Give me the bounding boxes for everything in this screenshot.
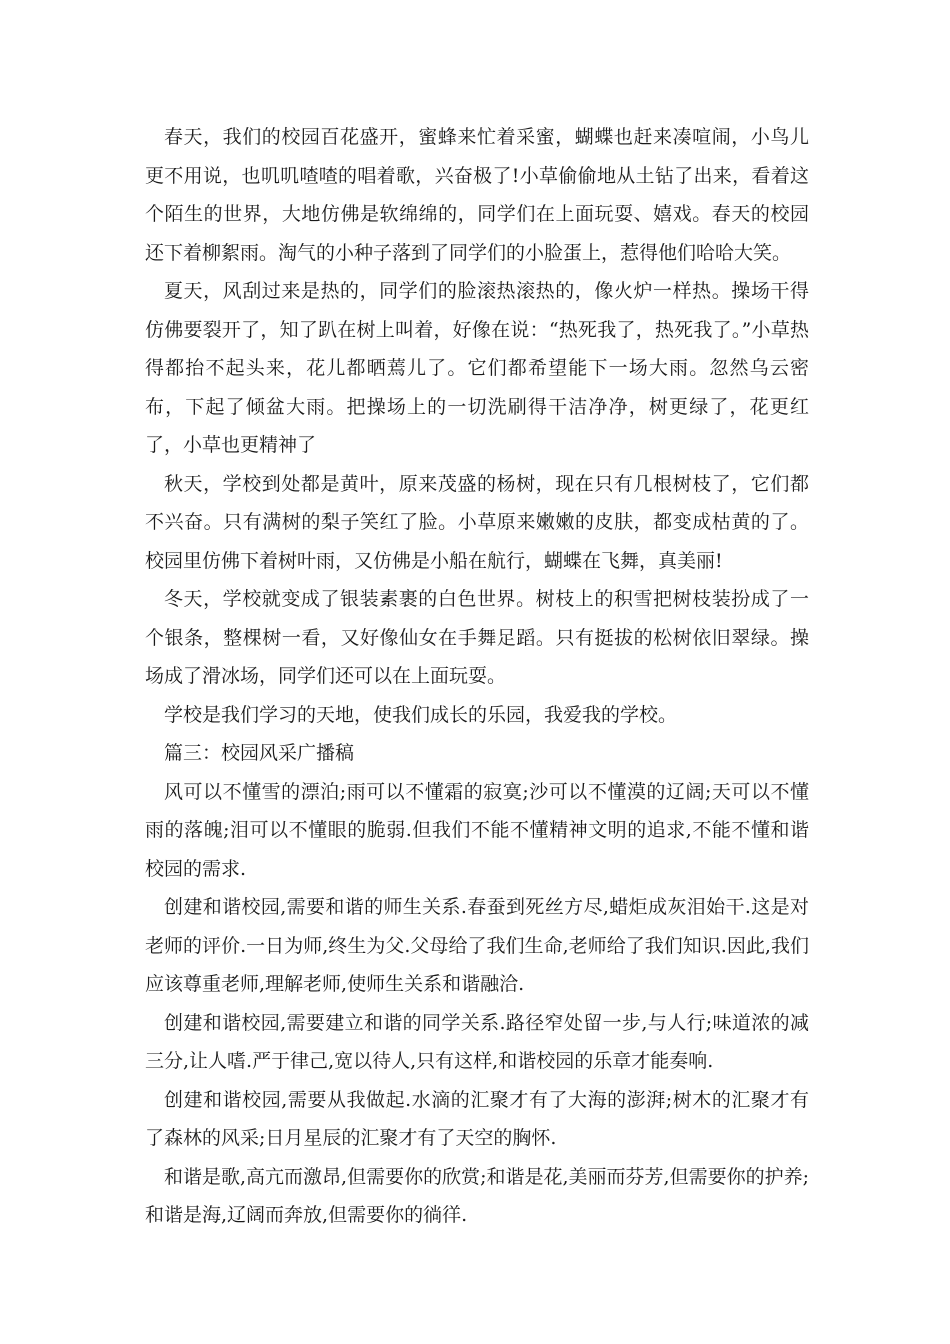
paragraph-summer: 夏天，风刮过来是热的，同学们的脸滚热滚热的，像火炉一样热。操场干得仿佛要裂开了，知了趴在树上叫着，好像在说：“热死我了，热死我了。”小草热得都抬不起头来，花儿都晒蔫儿了。它们都希望能下一场大雨。忽然乌云密布，下起了倾盆大雨。把操场上的一切洗刷得干洁净净，树更绿了，花更红了，小草也更精神了 bbox=[145, 280, 809, 456]
paragraph-winter: 冬天，学校就变成了银装素裹的白色世界。树枝上的积雪把树枝装扮成了一个银条，整棵树一看，又好像仙女在手舞足蹈。只有挺拔的松树依旧翠绿。操场成了滑冰场，同学们还可以在上面玩耍。 bbox=[145, 588, 809, 687]
paragraph-start-with-me: 创建和谐校园,需要从我做起.水滴的汇聚才有了大海的澎湃;树木的汇聚才有了森林的风采;日月星辰的汇聚才有了天空的胸怀. bbox=[145, 1088, 809, 1149]
paragraph-spring: 春天，我们的校园百花盛开，蜜蜂来忙着采蜜，蝴蝶也赶来凑喧闹，小鸟儿更不用说，也叽叽喳喳的唱着歌，兴奋极了!小草偷偷地从土钻了出来，看着这个陌生的世界，大地仿佛是软绵绵的，同学们在上面玩耍、嬉戏。春天的校园还下着柳絮雨。淘气的小种子落到了同学们的小脸蛋上，惹得他们哈哈大笑。 bbox=[145, 126, 809, 264]
paragraph-conclusion: 学校是我们学习的天地，使我们成长的乐园，我爱我的学校。 bbox=[164, 703, 678, 726]
paragraph-classmate-relations: 创建和谐校园,需要建立和谐的同学关系.路径窄处留一步,与人行;味道浓的减三分,让人嗜.严于律己,宽以待人,只有这样,和谐校园的乐章才能奏响. bbox=[145, 1011, 809, 1072]
paragraph-intro: 风可以不懂雪的漂泊;雨可以不懂霜的寂寞;沙可以不懂漠的辽阔;天可以不懂雨的落魄;泪可以不懂眼的脆弱.但我们不能不懂精神文明的追求,不能不懂和谐校园的需求. bbox=[145, 780, 809, 880]
paragraph-autumn: 秋天，学校到处都是黄叶，原来茂盛的杨树，现在只有几根树枝了，它们都不兴奋。只有满树的梨子笑红了脸。小草原来嫩嫩的皮肤，都变成枯黄的了。校园里仿佛下着树叶雨，又仿佛是小船在航行，蝴蝶在飞舞，真美丽! bbox=[145, 472, 809, 572]
section-heading: 篇三：校园风采广播稿 bbox=[164, 742, 355, 764]
document-body bbox=[145, 118, 809, 1235]
paragraph-harmony: 和谐是歌,高亢而激昂,但需要你的欣赏;和谐是花,美丽而芬芳,但需要你的护养;和谐是海,辽阔而奔放,但需要你的徜徉. bbox=[145, 1165, 809, 1226]
paragraph-teacher-relations: 创建和谐校园,需要和谐的师生关系.春蚕到死丝方尽,蜡炬成灰泪始干.这是对老师的评价.一日为师,终生为父.父母给了我们生命,老师给了我们知识.因此,我们应该尊重老师,理解老师,使师生关系和谐融洽. bbox=[145, 896, 809, 995]
